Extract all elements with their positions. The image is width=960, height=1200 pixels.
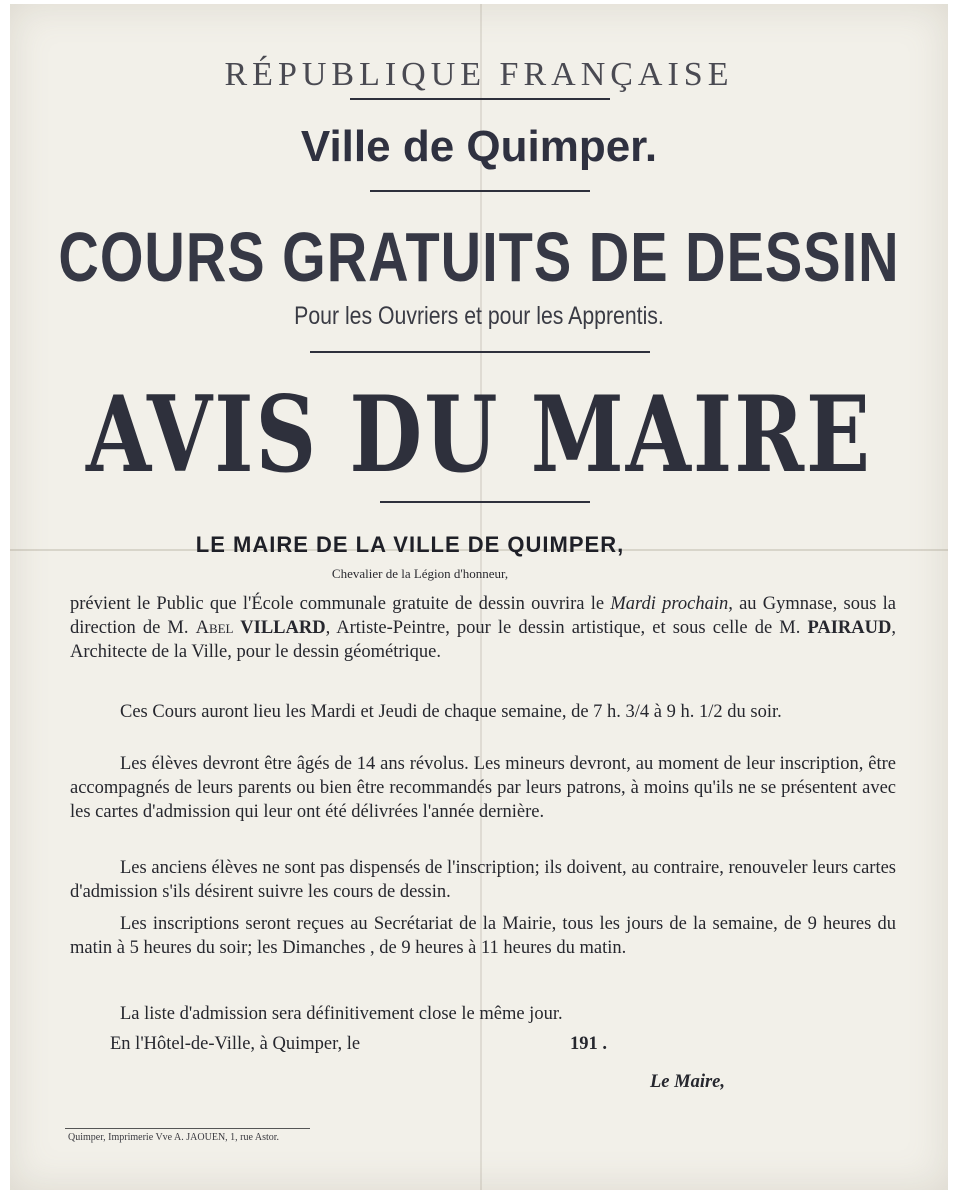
poster bbox=[10, 4, 948, 1190]
ville-heading: Ville de Quimper. bbox=[300, 122, 658, 171]
place-date-label: En l'Hôtel-de-Ville, à Quimper, le bbox=[110, 1034, 361, 1054]
avis-heading: AVIS DU MAIRE bbox=[85, 372, 873, 496]
republique-heading: RÉPUBLIQUE FRANÇAISE bbox=[224, 56, 734, 93]
printer-imprint: Quimper, Imprimerie Vve A. JAOUEN, 1, rue Astor. bbox=[68, 1132, 280, 1143]
ornament-rule bbox=[310, 351, 650, 353]
paragraph-closing: La liste d'admission sera définitivement close le même jour. bbox=[120, 1004, 563, 1024]
subtitle: Pour les Ouvriers et pour les Apprentis. bbox=[294, 302, 664, 330]
issuer-heading: LE MAIRE DE LA VILLE DE QUIMPER, bbox=[195, 532, 625, 557]
signature: Le Maire, bbox=[650, 1072, 726, 1092]
ornament-rule bbox=[370, 190, 590, 192]
paragraph-registration: Les inscriptions seront reçues au Secrétariat de la Mairie, tous les jours de la semaine, de 9 heures du matin à 5 heures du soir; les Dimanches , de 9 heures à 11 heures du matin. bbox=[70, 914, 896, 958]
paragraph-schedule: Ces Cours auront lieu les Mardi et Jeudi de chaque semaine, de 7 h. 3/4 à 9 h. 1/2 du soir. bbox=[120, 702, 782, 722]
imprint-rule bbox=[65, 1128, 310, 1129]
paragraph-age: Les élèves devront être âgés de 14 ans révolus. Les mineurs devront, au moment de leur inscription, être accompagnés de leurs parents ou bien être recommandés par leurs patrons, à moins qu'ils ne se présentent avec les cartes d'admission qui leur ont été délivrées l'année dernière. bbox=[70, 754, 896, 822]
ornament-rule bbox=[380, 501, 590, 503]
ornament-rule bbox=[350, 98, 610, 100]
paragraph-former-students: Les anciens élèves ne sont pas dispensés de l'inscription; ils doivent, au contraire, renouveler leurs cartes d'admission s'ils désirent suivre les cours de dessin. bbox=[70, 858, 896, 902]
cours-heading: COURS GRATUITS DE DESSIN bbox=[58, 217, 900, 296]
year: 191 . bbox=[570, 1034, 607, 1054]
issuer-title: Chevalier de la Légion d'honneur, bbox=[331, 566, 509, 581]
paragraph-opening: prévient le Public que l'École communale gratuite de dessin ouvrira le Mardi prochain, au Gymnase, sous la direction de M. Abel VILLARD, Artiste-Peintre, pour le dessin artistique, et sous celle de M. PAIRAUD, Architecte de la Ville, pour le dessin géométrique. bbox=[70, 594, 896, 662]
